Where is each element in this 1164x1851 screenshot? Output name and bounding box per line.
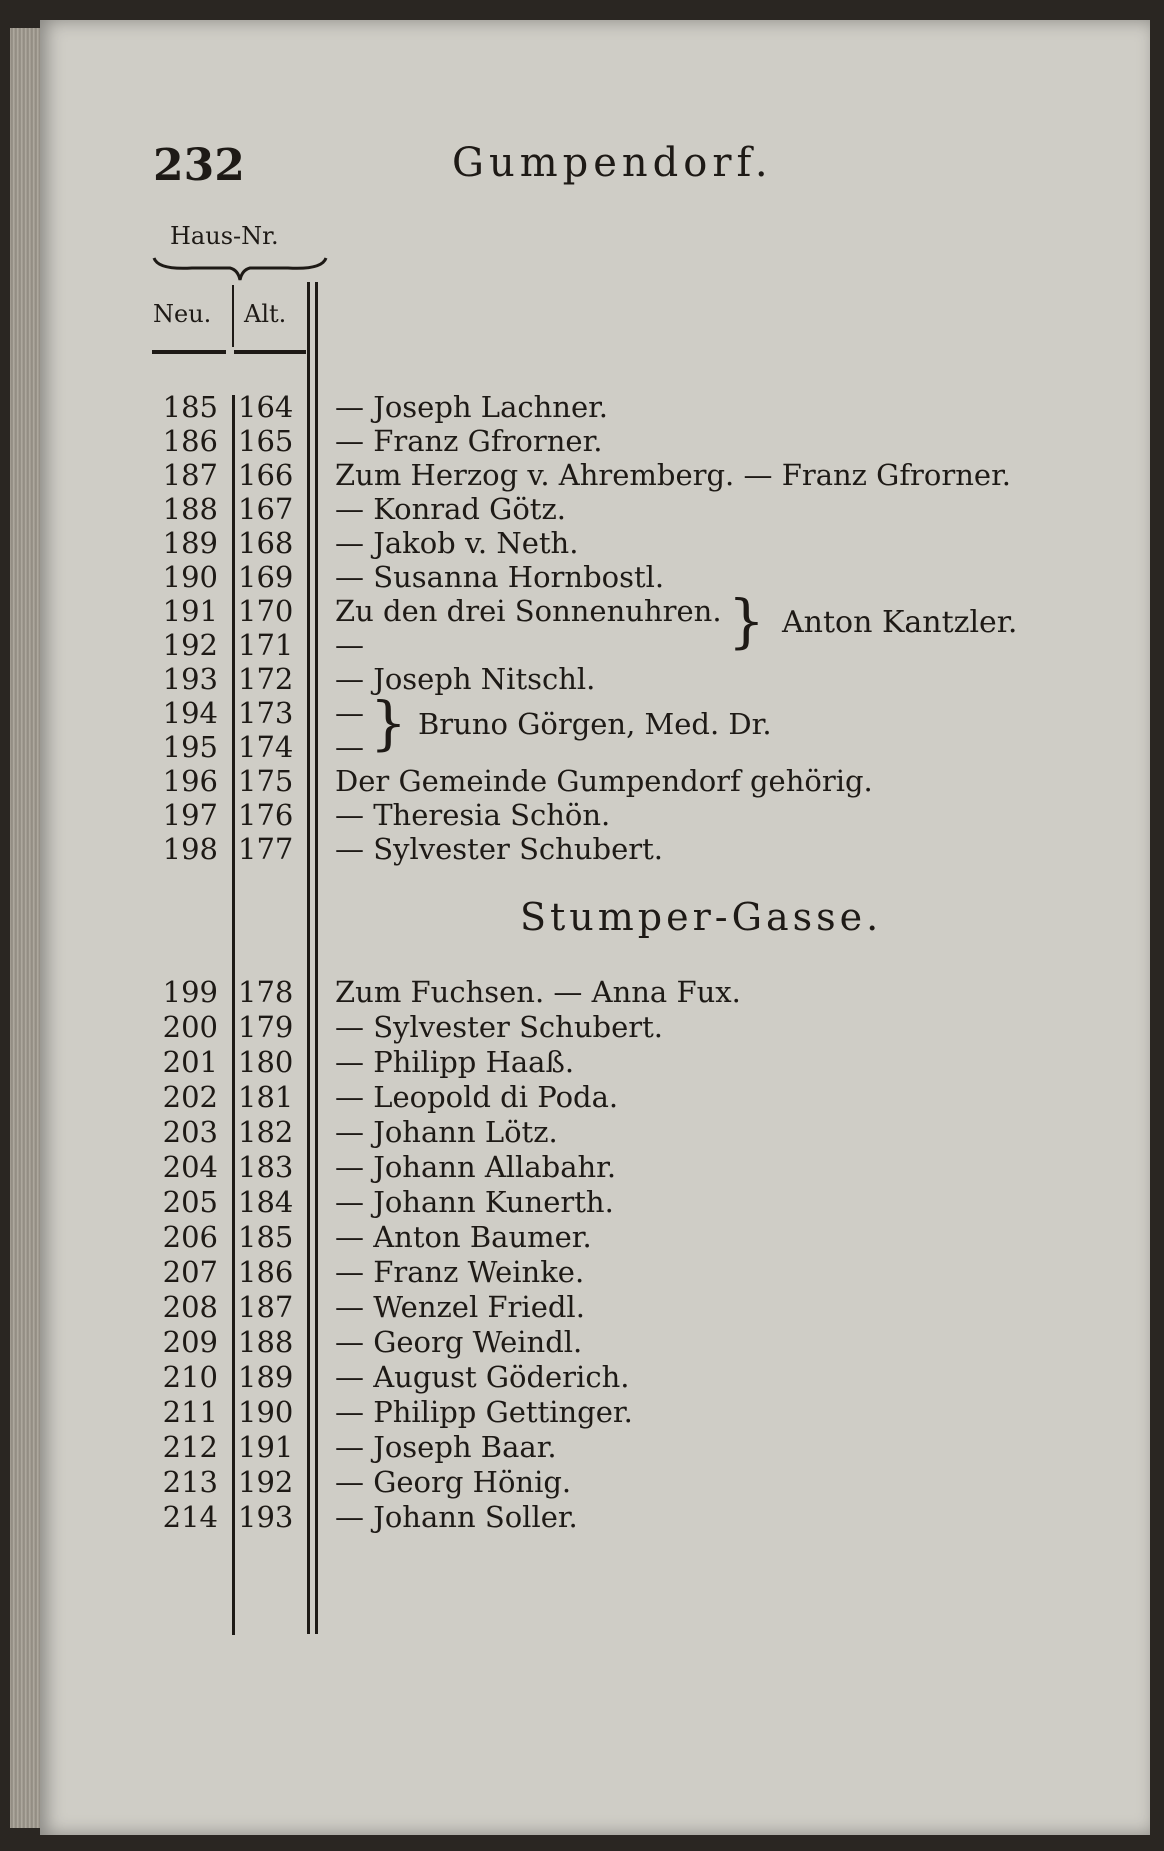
new-number: 201 [162,1045,218,1079]
entry-text: Zum Fuchsen. — Anna Fux. [335,975,741,1009]
table-row [150,1220,1110,1254]
old-number-header: Alt. [244,300,287,328]
new-number: 190 [162,560,218,594]
old-number: 185 [238,1220,294,1254]
entry-text: — Johann Allabahr. [335,1150,617,1184]
entry-text: — Joseph Lachner. [335,390,609,424]
entry-text: — Philipp Haaß. [335,1045,575,1079]
table-row [150,1500,1110,1534]
new-number: 209 [162,1325,218,1359]
old-number: 186 [238,1255,294,1289]
brace-kantzler: } [728,587,765,655]
brace-goergen: } [370,689,407,757]
old-number: 181 [238,1080,294,1114]
new-number: 207 [162,1255,218,1289]
table-row [150,1045,1110,1079]
table-row [150,1010,1110,1044]
entry-text: — Johann Lötz. [335,1115,558,1149]
table-row [150,458,1110,492]
entry-text: — Philipp Gettinger. [335,1395,633,1429]
new-number: 196 [162,764,218,798]
new-number: 204 [162,1150,218,1184]
entry-text: — Joseph Nitschl. [335,662,596,696]
old-number: 176 [238,798,294,832]
header-brace [152,252,328,284]
old-number: 171 [238,628,294,662]
new-number-header: Neu. [153,300,212,328]
entry-text: — Joseph Baar. [335,1430,557,1464]
old-number: 170 [238,594,294,628]
entry-text: — Anton Baumer. [335,1220,592,1254]
table-row [150,1255,1110,1289]
old-number: 166 [238,458,294,492]
old-number: 177 [238,832,294,866]
section-heading-stumper-gasse: Stumper-Gasse. [520,895,883,939]
new-number: 200 [162,1010,218,1044]
entry-text: — Johann Kunerth. [335,1185,614,1219]
old-number: 179 [238,1010,294,1044]
table-row [150,1150,1110,1184]
entry-text: Zu den drei Sonnenuhren. [335,594,722,628]
table-row [150,1115,1110,1149]
table-row [150,1465,1110,1499]
old-number: 173 [238,696,294,730]
new-number: 199 [162,975,218,1009]
entry-text: — Franz Gfrorner. [335,424,603,458]
new-number: 185 [162,390,218,424]
header-column-divider [232,285,234,347]
table-row [150,1430,1110,1464]
table-row [150,560,1110,594]
new-number: 202 [162,1080,218,1114]
table-row [150,764,1110,798]
old-number: 180 [238,1045,294,1079]
old-number: 184 [238,1185,294,1219]
old-number: 165 [238,424,294,458]
new-number: 206 [162,1220,218,1254]
entry-text: — [335,628,364,662]
new-number: 198 [162,832,218,866]
new-number: 186 [162,424,218,458]
table-row [150,1290,1110,1324]
new-number: 189 [162,526,218,560]
new-number: 195 [162,730,218,764]
page-number: 232 [153,140,245,191]
table-row [150,1395,1110,1429]
old-number: 191 [238,1430,294,1464]
new-number: 188 [162,492,218,526]
entry-text: — Franz Weinke. [335,1255,585,1289]
old-number: 168 [238,526,294,560]
entry-text: — Wenzel Friedl. [335,1290,585,1324]
entry-text: Der Gemeinde Gumpendorf gehörig. [335,764,873,798]
new-number: 191 [162,594,218,628]
old-number: 175 [238,764,294,798]
new-number: 213 [162,1465,218,1499]
header-underline-new [152,350,226,354]
entry-text: — Georg Weindl. [335,1325,583,1359]
table-row [150,1360,1110,1394]
owner-kantzler: Anton Kantzler. [782,605,1018,640]
new-number: 211 [162,1395,218,1429]
new-number: 210 [162,1360,218,1394]
entry-text: — Jakob v. Neth. [335,526,579,560]
table-row [150,662,1110,696]
new-number: 197 [162,798,218,832]
entry-text: — Sylvester Schubert. [335,832,663,866]
table-row [150,832,1110,866]
page-edge [10,28,40,1828]
new-number: 203 [162,1115,218,1149]
new-number: 214 [162,1500,218,1534]
house-number-header: Haus-Nr. [170,222,279,250]
old-number: 172 [238,662,294,696]
table-row [150,975,1110,1009]
entry-text: Zum Herzog v. Ahremberg. — Franz Gfrorner. [335,458,1011,492]
new-number: 205 [162,1185,218,1219]
old-number: 164 [238,390,294,424]
table-row [150,798,1110,832]
old-number: 182 [238,1115,294,1149]
table-row [150,1080,1110,1114]
old-number: 188 [238,1325,294,1359]
running-head: Gumpendorf. [452,140,773,186]
table-row [150,1185,1110,1219]
new-number: 193 [162,662,218,696]
entry-text: — August Göderich. [335,1360,630,1394]
entry-text: — Konrad Götz. [335,492,566,526]
new-number: 187 [162,458,218,492]
new-number: 194 [162,696,218,730]
header-underline-old [234,350,306,354]
old-number: 167 [238,492,294,526]
old-number: 190 [238,1395,294,1429]
new-number: 212 [162,1430,218,1464]
new-number: 192 [162,628,218,662]
old-number: 169 [238,560,294,594]
old-number: 178 [238,975,294,1009]
entry-text: — [335,730,364,764]
old-number: 187 [238,1290,294,1324]
table-row [150,1325,1110,1359]
entry-text: — Georg Hönig. [335,1465,572,1499]
table-row [150,492,1110,526]
old-number: 192 [238,1465,294,1499]
old-number: 183 [238,1150,294,1184]
old-number: 189 [238,1360,294,1394]
entry-text: — Susanna Hornbostl. [335,560,665,594]
table-row [150,424,1110,458]
entry-text: — Theresia Schön. [335,798,611,832]
old-number: 193 [238,1500,294,1534]
old-number: 174 [238,730,294,764]
owner-goergen: Bruno Görgen, Med. Dr. [418,707,772,741]
table-row [150,526,1110,560]
entry-text: — [335,696,364,730]
entry-text: — Johann Soller. [335,1500,578,1534]
entry-text: — Leopold di Poda. [335,1080,619,1114]
entry-text: — Sylvester Schubert. [335,1010,663,1044]
new-number: 208 [162,1290,218,1324]
table-row [150,390,1110,424]
